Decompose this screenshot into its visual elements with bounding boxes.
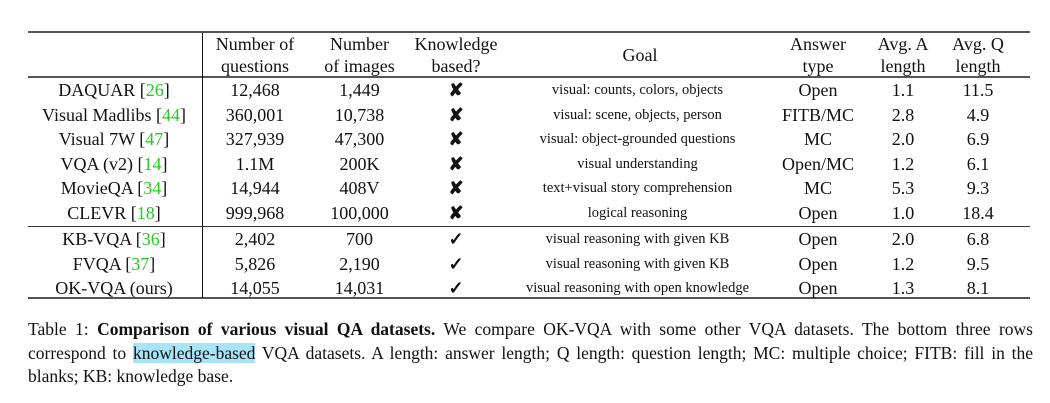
caption-label: Table 1: <box>28 319 98 339</box>
cell-answer-type: Open <box>798 80 838 100</box>
cell-avg-a: 1.2 <box>891 253 915 274</box>
cell-avg-q: 4.9 <box>966 104 990 125</box>
cell-goal: visual reasoning with given KB <box>545 255 730 272</box>
cell-questions: 1.1M <box>235 153 275 174</box>
cell-goal: visual understanding <box>577 155 698 172</box>
cell-answer-type: Open/MC <box>782 153 854 174</box>
cell-avg-a: 1.3 <box>891 278 915 298</box>
ref-bracket: ] <box>163 129 170 149</box>
citation-link[interactable]: 14 <box>143 153 162 174</box>
header-answer-type-line2: type <box>802 56 834 76</box>
table-row <box>0 276 1002 301</box>
cross-icon: ✘ <box>448 104 464 125</box>
cell-goal: text+visual story comprehension <box>542 180 733 196</box>
table-row <box>0 103 1002 128</box>
dataset-label: DAQUAR <box>58 80 136 100</box>
cell-questions: 12,468 <box>230 80 280 100</box>
caption-title: Comparison of various visual QA datasets. <box>97 319 436 339</box>
citation-link[interactable]: 47 <box>145 129 164 149</box>
table-row <box>0 201 1002 226</box>
cell-images: 200K <box>339 153 380 174</box>
cell-avg-a: 2.0 <box>891 129 915 149</box>
check-icon: ✓ <box>448 253 464 274</box>
header-questions <box>210 33 300 77</box>
ref-bracket: [ <box>135 80 146 100</box>
header-images-line1: Number <box>330 34 389 54</box>
cell-avg-a: 2.8 <box>891 104 915 125</box>
cell-images: 10,738 <box>334 104 385 125</box>
ref-bracket: [ <box>126 202 137 223</box>
header-images <box>312 33 407 77</box>
caption-highlighted-text[interactable]: knowledge-based <box>132 342 256 363</box>
table-row <box>0 176 1002 201</box>
cross-icon: ✘ <box>448 129 464 149</box>
cell-questions: 360,001 <box>225 104 285 125</box>
cell-avg-q: 6.9 <box>966 129 990 149</box>
dataset-label: Visual Madlibs <box>42 104 152 125</box>
cell-goal: visual reasoning with given KB <box>545 231 730 247</box>
cell-avg-q: 18.4 <box>962 202 994 223</box>
ref-bracket: ] <box>163 80 170 100</box>
ref-bracket: ] <box>154 202 161 223</box>
dataset-label: MovieQA <box>60 178 133 198</box>
cell-images: 14,031 <box>334 278 385 298</box>
cell-avg-a: 1.0 <box>891 202 915 223</box>
header-images-line2: of images <box>324 56 395 76</box>
cell-questions: 999,968 <box>225 202 285 223</box>
cross-icon: ✘ <box>448 178 464 198</box>
ref-bracket: ] <box>159 229 166 249</box>
table-row <box>0 127 1002 152</box>
cell-images: 2,190 <box>339 253 380 274</box>
dataset-name <box>28 176 200 200</box>
cell-answer-type: Open <box>798 229 838 249</box>
ref-bracket: [ <box>131 229 142 249</box>
header-avg-a-line2: length <box>880 56 926 76</box>
dataset-name <box>28 276 200 300</box>
cell-goal: visual: object-grounded questions <box>539 131 736 147</box>
ref-bracket: ] <box>179 104 186 125</box>
cell-avg-q: 9.5 <box>966 253 990 274</box>
table-row <box>0 152 1002 177</box>
cell-avg-q: 9.3 <box>966 178 990 198</box>
cell-goal: visual: counts, colors, objects <box>551 82 724 98</box>
header-avg-q-line2: length <box>955 56 1001 76</box>
dataset-name <box>28 152 200 176</box>
table-row <box>0 252 1002 277</box>
header-avg-a-line1: Avg. A <box>877 34 929 54</box>
cell-images: 1,449 <box>339 80 380 100</box>
table-row <box>0 227 1002 252</box>
cross-icon: ✘ <box>448 80 464 100</box>
cell-questions: 5,826 <box>234 253 276 274</box>
ref-bracket: [ <box>133 153 144 174</box>
cross-icon: ✘ <box>448 202 464 223</box>
table-caption <box>28 318 1033 389</box>
cell-goal: visual: scene, objects, person <box>553 106 722 123</box>
header-avg-q <box>938 33 1018 77</box>
cell-answer-type: Open <box>798 253 838 274</box>
cell-images: 408V <box>339 178 380 198</box>
ref-bracket: ] <box>149 253 156 274</box>
dataset-label: OK-VQA (ours) <box>55 278 173 298</box>
header-avg-q-line1: Avg. Q <box>952 34 1004 54</box>
dataset-label: Visual 7W <box>58 129 135 149</box>
ref-bracket: [ <box>120 253 132 274</box>
cell-avg-a: 1.2 <box>891 153 915 174</box>
check-icon: ✓ <box>448 229 464 249</box>
citation-link[interactable]: 18 <box>136 202 155 223</box>
header-avg-a <box>868 33 938 77</box>
header-answer-type-line1: Answer <box>790 34 846 54</box>
dataset-label: VQA (v2) <box>60 153 133 174</box>
cell-goal: visual reasoning with open knowledge <box>525 280 750 296</box>
cell-questions: 327,939 <box>225 129 285 149</box>
header-goal: Goal <box>622 45 658 65</box>
dataset-name <box>28 252 200 276</box>
cell-goal: logical reasoning <box>587 204 688 221</box>
cell-avg-a: 2.0 <box>891 229 915 249</box>
dataset-label: CLEVR <box>67 202 127 223</box>
cell-avg-q: 6.1 <box>966 153 990 174</box>
ref-bracket: [ <box>151 104 162 125</box>
cell-avg-a: 1.1 <box>891 80 915 100</box>
dataset-name <box>28 127 200 151</box>
caption-text-continued: VQA datasets. A length: answer length; Q length: question length; MC: multiple choice; FITB: fill in the blanks; KB: knowledge base. <box>28 342 1033 386</box>
header-knowledge-line1: Knowledge <box>414 34 498 54</box>
cell-avg-q: 6.8 <box>966 229 990 249</box>
citation-link[interactable]: 44 <box>161 104 180 125</box>
cell-questions: 14,055 <box>230 278 280 298</box>
ref-bracket: [ <box>132 178 144 198</box>
cell-answer-type: MC <box>803 129 832 149</box>
cell-images: 47,300 <box>334 129 385 149</box>
cell-images: 700 <box>346 229 373 249</box>
caption-text: We compare OK-VQA with some other VQA datasets. The bottom three rows correspond to <box>28 319 1033 363</box>
cell-images: 100,000 <box>330 202 389 223</box>
cell-answer-type: Open <box>798 202 838 223</box>
ref-bracket: ] <box>161 178 168 198</box>
dataset-label: FVQA <box>72 253 121 274</box>
header-answer-type <box>768 33 868 77</box>
dataset-name <box>28 103 200 127</box>
cell-questions: 2,402 <box>234 229 276 249</box>
citation-link[interactable]: 26 <box>145 80 164 100</box>
citation-link[interactable]: 37 <box>131 253 150 274</box>
dataset-label: KB-VQA <box>62 229 132 249</box>
cell-avg-q: 11.5 <box>962 80 994 100</box>
check-icon: ✓ <box>448 278 464 298</box>
header-knowledge <box>406 33 506 77</box>
citation-link[interactable]: 36 <box>141 229 160 249</box>
ref-bracket: ] <box>161 153 168 174</box>
cell-answer-type: MC <box>803 178 832 198</box>
ref-bracket: [ <box>134 129 146 149</box>
cell-avg-a: 5.3 <box>891 178 915 198</box>
header-questions-line1: Number of <box>215 34 295 54</box>
cell-questions: 14,944 <box>230 178 280 198</box>
dataset-name <box>28 78 200 102</box>
cell-answer-type: FITB/MC <box>781 104 855 125</box>
header-knowledge-line2: based? <box>431 56 481 76</box>
cell-answer-type: Open <box>798 278 838 298</box>
citation-link[interactable]: 34 <box>143 178 162 198</box>
cell-avg-q: 8.1 <box>966 278 990 298</box>
cross-icon: ✘ <box>448 153 464 174</box>
dataset-name <box>28 201 200 225</box>
dataset-name <box>28 227 200 251</box>
table-row <box>0 78 1002 103</box>
header-questions-line2: questions <box>220 56 289 76</box>
